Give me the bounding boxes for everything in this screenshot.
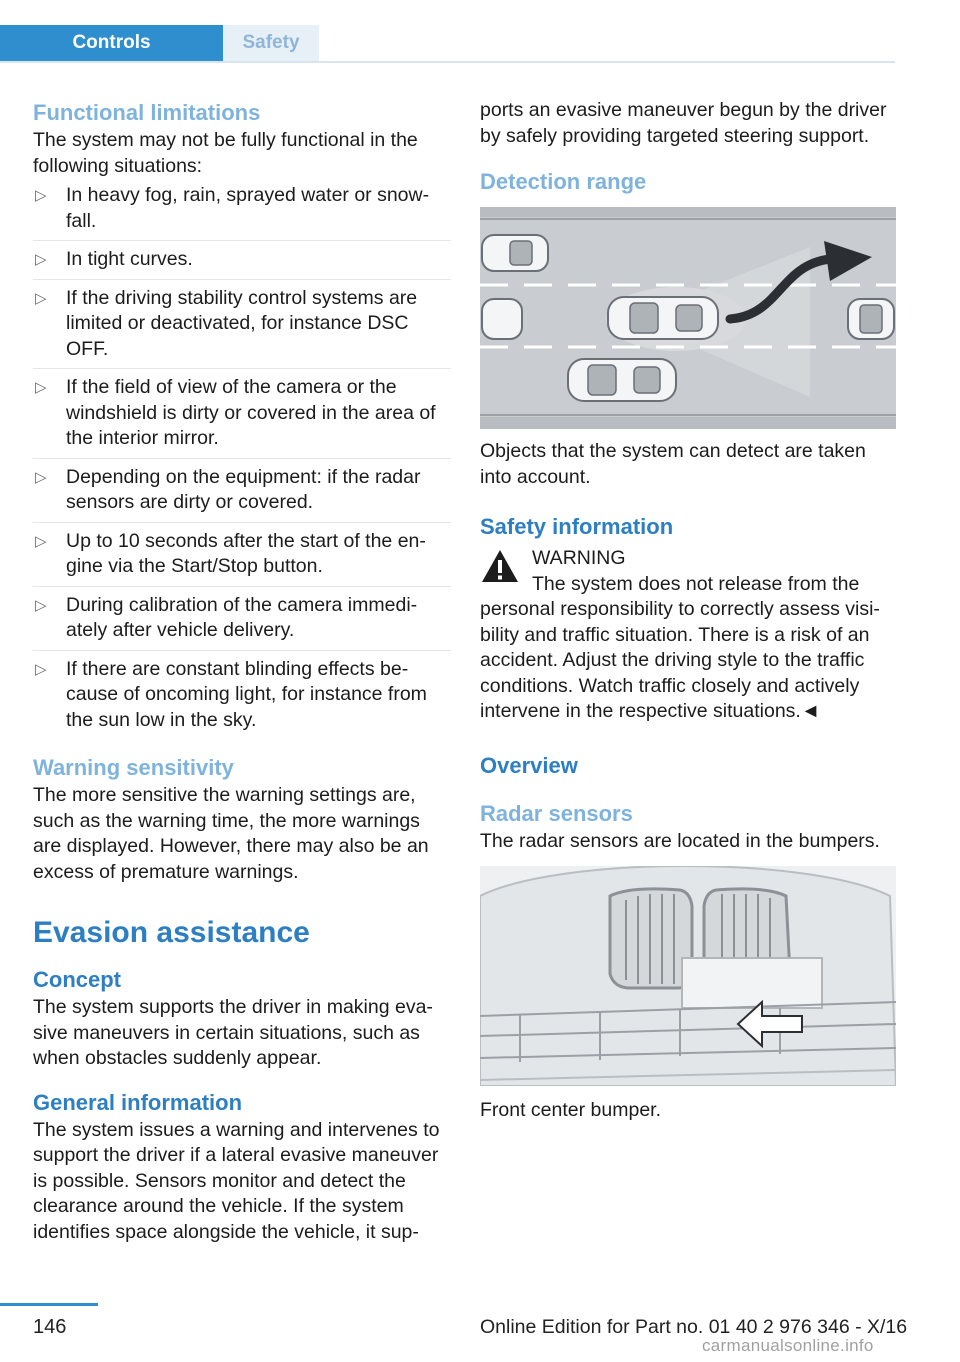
triangle-bullet-icon: ▷ bbox=[35, 596, 47, 614]
list-item: ▷ If the driving stability control systems are limited or deactivated, for instance DSC OFF. bbox=[33, 286, 451, 370]
warning-text: The system does not release from the personal responsibility to correctly assess visi‐bility and traffic situation. There is a risk of an accident. Adjust the driving style to the traffic conditions. Watch traffic closely and actively intervene in the respective situations.◄ bbox=[480, 572, 880, 722]
edition-note: Online Edition for Part no. 01 40 2 976 346 - X/16 bbox=[480, 1316, 908, 1338]
warning-label: WARNING bbox=[532, 547, 626, 569]
watermark: carmanualsonline.info bbox=[702, 1336, 874, 1355]
limitations-list bbox=[33, 183, 451, 739]
functional-limitations-heading: Functional limitations bbox=[33, 100, 261, 125]
bumper-caption: Front center bumper. bbox=[480, 1099, 662, 1121]
tab-safety[interactable]: Safety bbox=[223, 25, 319, 61]
general-information-heading: General information bbox=[33, 1089, 243, 1115]
list-item: ▷ During calibration of the camera immedi‐ately after vehicle delivery. bbox=[33, 593, 451, 651]
triangle-bullet-icon: ▷ bbox=[35, 468, 47, 486]
detection-range-caption: Objects that the system can detect are taken into account. bbox=[480, 440, 866, 488]
list-item: ▷ In heavy fog, rain, sprayed water or snow‐fall. bbox=[33, 183, 451, 241]
list-item: ▷ If there are constant blinding effects be‐cause of oncoming light, for instance from the sun low in the sky. bbox=[35, 657, 427, 731]
warning-sensitivity-text: The more sensitive the warning settings are, such as the warning time, the more warnings are displayed. However, there may also be an excess of premature warnings. bbox=[33, 784, 429, 883]
warning-triangle-icon bbox=[480, 548, 520, 584]
triangle-bullet-icon: ▷ bbox=[35, 187, 47, 204]
footer-accent-line bbox=[0, 1303, 98, 1306]
section-tabs bbox=[0, 25, 895, 63]
evasion-assistance-heading: Evasion assistance bbox=[33, 916, 310, 949]
warning-sensitivity-heading: Warning sensitivity bbox=[33, 755, 234, 780]
list-item: ▷ Up to 10 seconds after the start of the en‐gine via the Start/Stop button. bbox=[33, 529, 451, 587]
list-item: ▷ If the field of view of the camera or the windshield is dirty or covered in the area of the interior mirror. bbox=[33, 375, 451, 459]
triangle-bullet-icon: ▷ bbox=[35, 251, 47, 268]
tab-controls[interactable]: Controls bbox=[0, 25, 223, 61]
triangle-bullet-icon: ▷ bbox=[35, 289, 47, 307]
right-column bbox=[480, 98, 896, 1124]
triangle-bullet-icon: ▷ bbox=[35, 532, 47, 550]
detection-range-illustration bbox=[480, 207, 896, 429]
radar-sensors-heading: Radar sensors bbox=[480, 800, 633, 826]
warning-block bbox=[480, 546, 896, 725]
front-bumper-illustration bbox=[480, 866, 896, 1086]
safety-information-heading: Safety information bbox=[480, 514, 674, 539]
page-number: 146 bbox=[33, 1316, 67, 1338]
triangle-bullet-icon: ▷ bbox=[35, 379, 47, 396]
detection-range-heading: Detection range bbox=[480, 169, 647, 194]
functional-limitations-intro: The system may not be fully functional in the following situations: bbox=[33, 129, 418, 177]
general-information-text: The system issues a warning and intervenes to support the driver if a lateral evasive maneuver is possible. Sensors monitor and detect the clearance around the vehicle. If the system identifies space alongside the vehicle, it sup‐ bbox=[33, 1118, 440, 1243]
radar-sensors-text: The radar sensors are located in the bumpers. bbox=[480, 829, 880, 852]
continued-text: ports an evasive maneuver begun by the driver by safely providing targeted steering support. bbox=[480, 99, 887, 147]
list-item: ▷ In tight curves. bbox=[33, 247, 451, 280]
list-item: ▷ Depending on the equipment: if the radar sensors are dirty or covered. bbox=[33, 465, 451, 523]
overview-heading: Overview bbox=[480, 752, 578, 778]
triangle-bullet-icon: ▷ bbox=[35, 660, 47, 678]
concept-heading: Concept bbox=[33, 967, 121, 992]
left-column bbox=[33, 98, 451, 1245]
concept-text: The system supports the driver in making eva‐sive maneuvers in certain situations, such as when obstacles suddenly appear. bbox=[33, 996, 433, 1069]
